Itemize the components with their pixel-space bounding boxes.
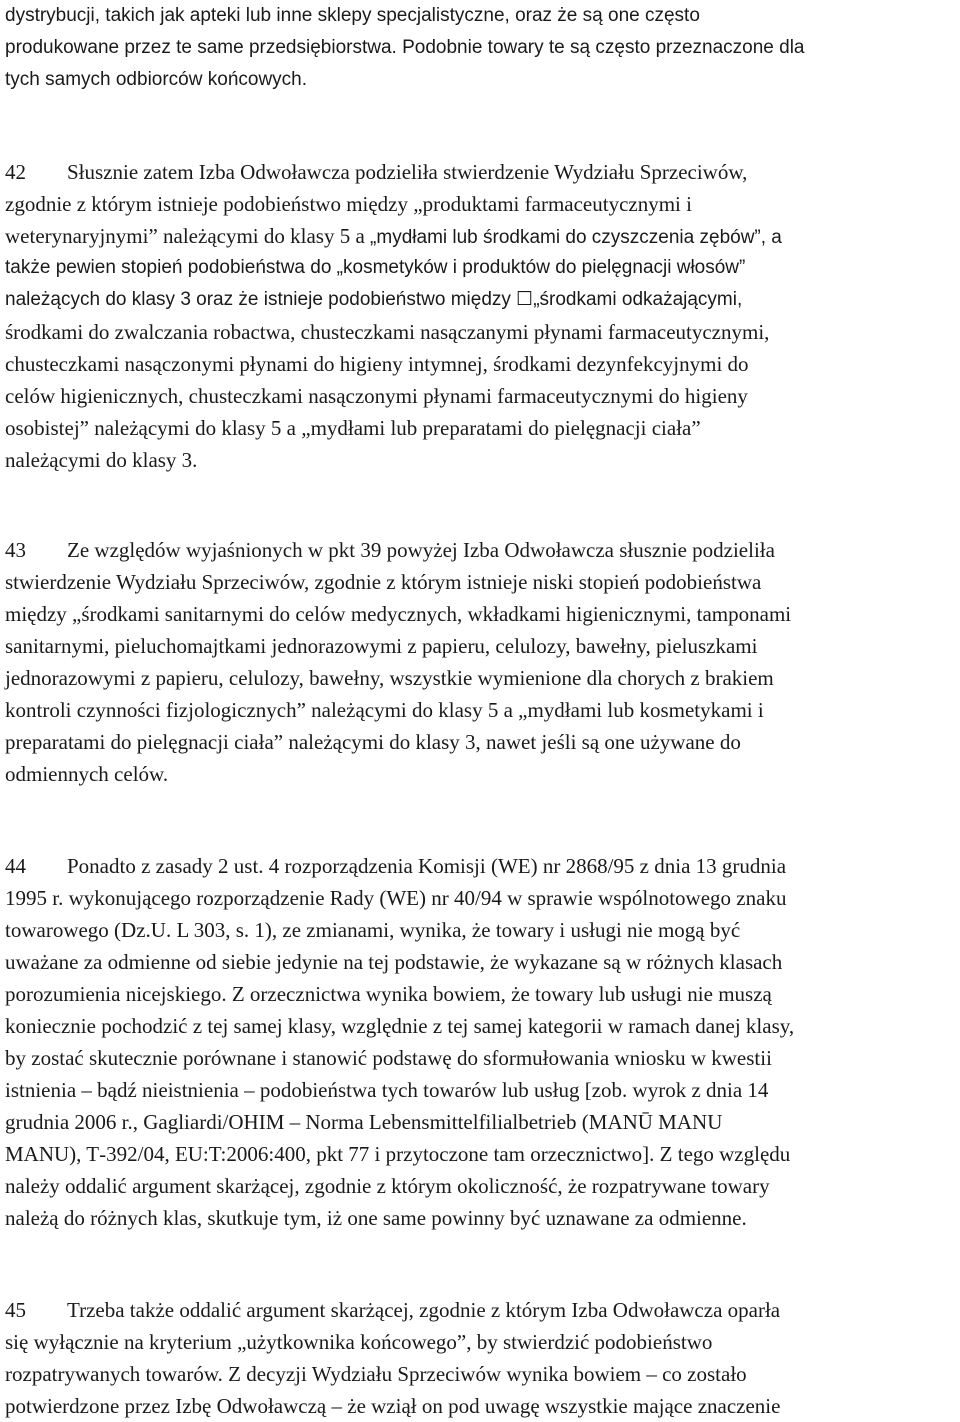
paragraph-first-line bbox=[5, 850, 794, 882]
text-line: potwierdzone przez Izbę Odwoławczą – że wziął on pod uwagę wszystkie mające znaczenie bbox=[5, 1394, 781, 1418]
text-segment: Ze względów wyjaśnionych w pkt 39 powyżej Izba Odwoławcza słusznie podzieliła bbox=[67, 538, 775, 562]
text-line: zgodnie z którym istnieje podobieństwo między „produktami farmaceutycznymi i bbox=[5, 192, 692, 216]
text-line: jednorazowymi z papieru, celulozy, bawełny, wszystkie wymienione dla chorych z brakiem bbox=[5, 666, 774, 690]
text-line: towarowego (Dz.U. L 303, s. 1), ze zmianami, wynika, że towary i usługi nie mogą być bbox=[5, 918, 741, 942]
text-line: odmiennych celów. bbox=[5, 762, 169, 786]
text-line: także pewien stopień podobieństwa do „kosmetyków i produktów do pielęgnacji włosów” bbox=[5, 257, 746, 278]
text-line: sanitarnymi, pieluchomajtkami jednorazowymi z papieru, celulozy, bawełny, pieluszkami bbox=[5, 634, 758, 658]
text-line: celów higienicznych, chusteczkami nasączonymi płynami farmaceutycznymi do higieny bbox=[5, 384, 748, 408]
text-segment: Słusznie zatem Izba Odwoławcza podzieliła stwierdzenie Wydziału Sprzeciwów, bbox=[67, 160, 748, 184]
text-line: rozpatrywanych towarów. Z decyzji Wydziału Sprzeciwów wynika bowiem – co zostało bbox=[5, 1362, 747, 1386]
text-line: dystrybucji, takich jak apteki lub inne sklepy specjalistyczne, oraz że są one często bbox=[5, 5, 700, 26]
paragraph-number: 44 bbox=[5, 854, 26, 878]
text-line: środkami do zwalczania robactwa, chusteczkami nasączanymi płynami farmaceutycznymi, bbox=[5, 320, 770, 344]
paragraph-first-line bbox=[5, 534, 791, 566]
text-line: należących do klasy 3 oraz że istnieje podobieństwo między ☐„środkami odkażającymi, bbox=[5, 289, 743, 310]
paragraph-43 bbox=[5, 534, 791, 790]
intro-paragraph bbox=[5, 0, 805, 96]
text-line: grudnia 2006 r., Gagliardi/OHIM – Norma Lebensmittelfilialbetrieb (MANŪ MANU bbox=[5, 1110, 723, 1134]
paragraph-number: 45 bbox=[5, 1298, 26, 1322]
text-line: się wyłącznie na kryterium „użytkownika końcowego”, by stwierdzić podobieństwo bbox=[5, 1330, 713, 1354]
text-line: koniecznie pochodzić z tej samej klasy, względnie z tej samej kategorii w ramach danej klasy, bbox=[5, 1014, 795, 1038]
text-line: należy oddalić argument skarżącej, zgodnie z którym okoliczność, że rozpatrywane towary bbox=[5, 1174, 770, 1198]
text-line: preparatami do pielęgnacji ciała” należącymi do klasy 3, nawet jeśli są one używane do bbox=[5, 730, 741, 754]
text-line: między „środkami sanitarnymi do celów medycznych, wkładkami higienicznymi, tamponami bbox=[5, 602, 792, 626]
text-line: należą do różnych klas, skutkuje tym, iż one same powinny być uznawane za odmienne. bbox=[5, 1206, 747, 1230]
text-segment: Trzeba także oddalić argument skarżącej, zgodnie z którym Izba Odwoławcza oparła bbox=[67, 1298, 781, 1322]
paragraph-first-line bbox=[5, 1294, 780, 1326]
text-line: chusteczkami nasączonymi płynami do higieny intymnej, środkami dezynfekcyjnymi do bbox=[5, 352, 749, 376]
paragraph-42 bbox=[5, 156, 782, 476]
paragraph-44 bbox=[5, 850, 794, 1234]
text-line: uważane za odmienne od siebie jedynie na tej podstawie, że wykazane są w różnych klasach bbox=[5, 950, 783, 974]
text-line: produkowane przez te same przedsiębiorstwa. Podobnie towary te są często przeznaczone dla bbox=[5, 37, 805, 58]
text-line: by zostać skutecznie porównane i stanowić podstawę do sformułowania wniosku w kwestii bbox=[5, 1046, 772, 1070]
text-line: stwierdzenie Wydziału Sprzeciwów, zgodnie z którym istnieje niski stopień podobieństwa bbox=[5, 570, 762, 594]
text-segment: weterynaryjnymi” należącymi do klasy 5 a bbox=[5, 224, 365, 248]
text-line: MANU), T‑392/04, EU:T:2006:400, pkt 77 i przytoczone tam orzecznictwo]. Z tego względu bbox=[5, 1142, 791, 1166]
text-line: istnienia – bądź nieistnienia – podobieństwa tych towarów lub usług [zob. wyrok z dnia 14 bbox=[5, 1078, 769, 1102]
text-line: kontroli czynności fizjologicznych” należącymi do klasy 5 a „mydłami lub kosmetykami i bbox=[5, 698, 764, 722]
paragraph-number: 42 bbox=[5, 160, 26, 184]
text-line bbox=[5, 220, 782, 252]
paragraph-45 bbox=[5, 1294, 780, 1422]
text-segment: Ponadto z zasady 2 ust. 4 rozporządzenia Komisji (WE) nr 2868/95 z dnia 13 grudnia bbox=[67, 854, 787, 878]
text-segment: „mydłami lub środkami do czyszczenia zębów”, a bbox=[364, 227, 782, 248]
paragraph-number: 43 bbox=[5, 538, 26, 562]
paragraph-first-line bbox=[5, 156, 782, 188]
text-line: należącymi do klasy 3. bbox=[5, 448, 198, 472]
text-line: 1995 r. wykonującego rozporządzenie Rady (WE) nr 40/94 w sprawie wspólnotowego znaku bbox=[5, 886, 787, 910]
text-line: porozumienia nicejskiego. Z orzecznictwa wynika bowiem, że towary lub usługi nie muszą bbox=[5, 982, 772, 1006]
text-line: tych samych odbiorców końcowych. bbox=[5, 69, 308, 90]
text-line: osobistej” należącymi do klasy 5 a „mydłami lub preparatami do pielęgnacji ciała” bbox=[5, 416, 701, 440]
